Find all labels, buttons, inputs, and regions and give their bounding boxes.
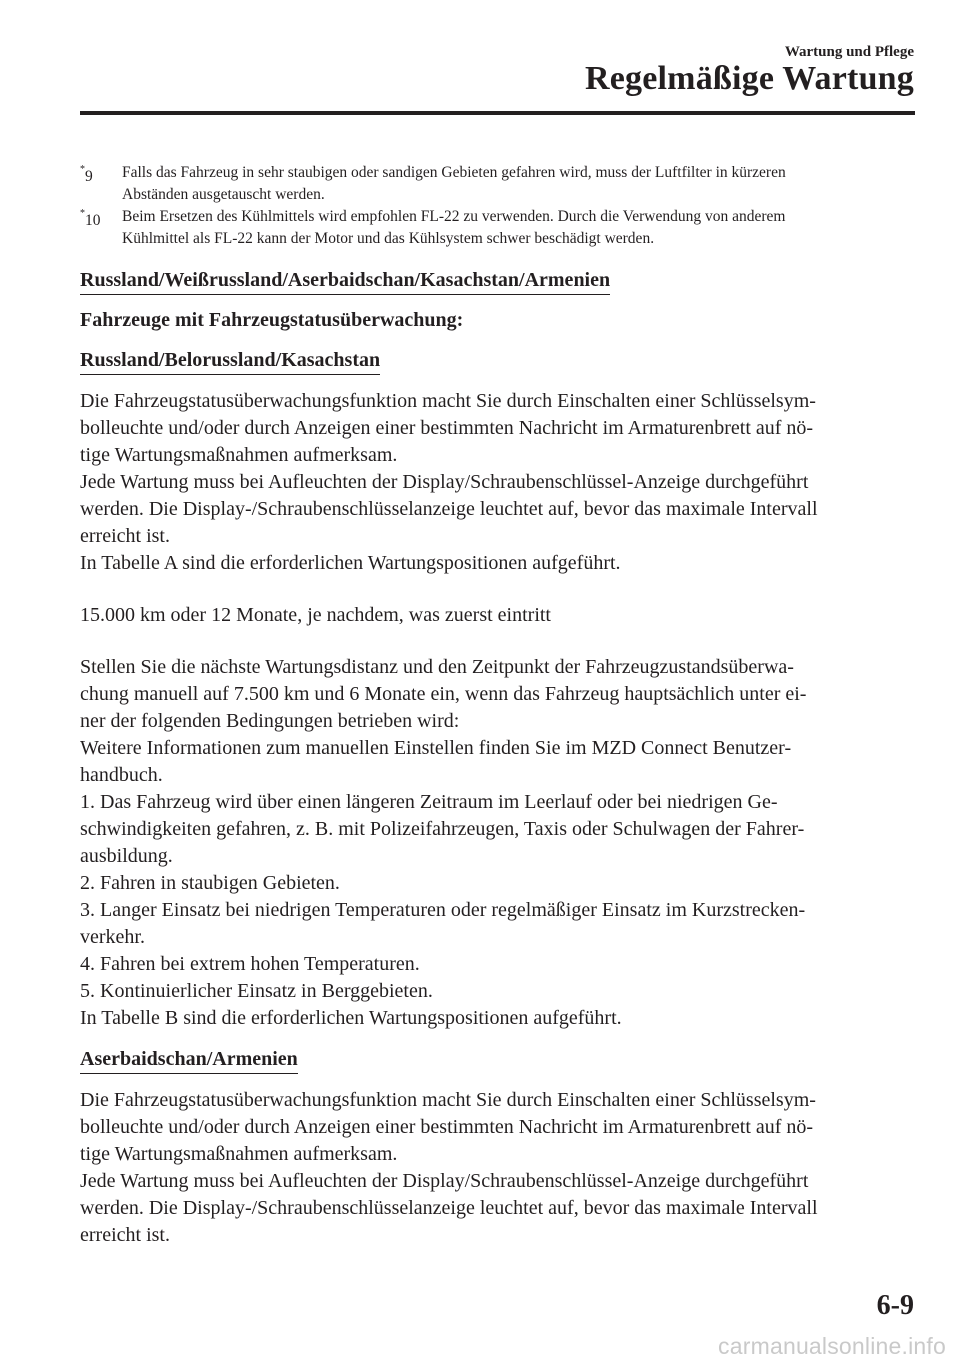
watermark: carmanualsonline.info	[718, 1333, 946, 1359]
footnote-mark: *	[80, 164, 85, 175]
region1-paragraph-1	[80, 388, 915, 577]
page-title: Regelmäßige Wartung	[585, 60, 914, 97]
footnote-number: *10	[80, 208, 101, 230]
region2-paragraph-1	[80, 1087, 915, 1249]
footnote-line: Abständen ausgetauscht werden.	[122, 186, 325, 203]
text-line: Die Fahrzeugstatusüberwachungsfunktion macht Sie durch Einschalten einer Schlüsselsym-	[80, 1089, 816, 1111]
footnote-line: Beim Ersetzen des Kühlmittels wird empfohlen FL-22 zu verwenden. Durch die Verwendung von anderem	[122, 208, 786, 225]
header-rule	[80, 111, 915, 115]
text-line: verkehr.	[80, 926, 145, 948]
text-line: handbuch.	[80, 764, 163, 786]
text-line: Jede Wartung muss bei Aufleuchten der Display/Schraubenschlüssel-Anzeige durchgeführt	[80, 471, 809, 493]
text-line: bolleuchte und/oder durch Anzeigen einer bestimmten Nachricht im Armaturenbrett auf nö-	[80, 1116, 814, 1138]
text-line: 5. Kontinuierlicher Einsatz in Berggebieten.	[80, 980, 433, 1002]
text-line: 4. Fahren bei extrem hohen Temperaturen.	[80, 953, 420, 975]
footnote-line: Kühlmittel als FL-22 kann der Motor und das Kühlsystem schwer beschädigt werden.	[122, 230, 655, 247]
text-line: 1. Das Fahrzeug wird über einen längeren Zeitraum im Leerlauf oder bei niedrigen Ge-	[80, 791, 778, 813]
text-line: ner der folgenden Bedingungen betrieben wird:	[80, 710, 460, 732]
subheading: Fahrzeuge mit Fahrzeugstatusüberwachung:	[80, 309, 464, 331]
text-line: werden. Die Display-/Schraubenschlüsselanzeige leuchtet auf, bevor das maximale Intervall	[80, 1197, 818, 1219]
text-line: chung manuell auf 7.500 km und 6 Monate ein, wenn das Fahrzeug hauptsächlich unter ei-	[80, 683, 807, 705]
text-line: Jede Wartung muss bei Aufleuchten der Display/Schraubenschlüssel-Anzeige durchgeführt	[80, 1170, 809, 1192]
text-line: tige Wartungsmaßnahmen aufmerksam.	[80, 444, 398, 466]
section-title: Russland/Weißrussland/Aserbaidschan/Kasachstan/Armenien	[80, 267, 610, 295]
text-line: 2. Fahren in staubigen Gebieten.	[80, 872, 340, 894]
footnote-number: *9	[80, 164, 93, 186]
page-number: 6-9	[876, 1290, 914, 1321]
text-line: ausbildung.	[80, 845, 173, 867]
text-line: In Tabelle A sind die erforderlichen Wartungspositionen aufgeführt.	[80, 552, 621, 574]
region1-paragraph-2	[80, 654, 915, 1032]
page-content	[80, 162, 915, 1249]
text-line: erreicht ist.	[80, 525, 170, 547]
footnote-mark: *	[80, 208, 85, 219]
text-line: 3. Langer Einsatz bei niedrigen Temperaturen oder regelmäßiger Einsatz im Kurzstrecken-	[80, 899, 806, 921]
footnote-line: Falls das Fahrzeug in sehr staubigen oder sandigen Gebieten gefahren wird, muss der Luftfilter in kürzeren	[122, 164, 786, 181]
text-line: Weitere Informationen zum manuellen Einstellen finden Sie im MZD Connect Benutzer-	[80, 737, 792, 759]
text-line: Stellen Sie die nächste Wartungsdistanz und den Zeitpunkt der Fahrzeugzustandsüberwa-	[80, 656, 794, 678]
header-section-label: Wartung und Pflege	[784, 44, 914, 60]
text-line: tige Wartungsmaßnahmen aufmerksam.	[80, 1143, 398, 1165]
region-title-aserbaidschan: Aserbaidschan/Armenien	[80, 1046, 298, 1074]
text-line: erreicht ist.	[80, 1224, 170, 1246]
text-line: In Tabelle B sind die erforderlichen Wartungspositionen aufgeführt.	[80, 1007, 622, 1029]
footnote	[80, 162, 915, 206]
text-line: schwindigkeiten gefahren, z. B. mit Polizeifahrzeugen, Taxis oder Schulwagen der Fahrer-	[80, 818, 805, 840]
footnote	[80, 206, 915, 250]
footnote-list	[80, 162, 915, 250]
text-line: Die Fahrzeugstatusüberwachungsfunktion macht Sie durch Einschalten einer Schlüsselsym-	[80, 390, 816, 412]
service-interval: 15.000 km oder 12 Monate, je nachdem, was zuerst eintritt	[80, 604, 551, 626]
text-line: bolleuchte und/oder durch Anzeigen einer bestimmten Nachricht im Armaturenbrett auf nö-	[80, 417, 814, 439]
text-line: werden. Die Display-/Schraubenschlüsselanzeige leuchtet auf, bevor das maximale Intervall	[80, 498, 818, 520]
region-title-russland: Russland/Belorussland/Kasachstan	[80, 347, 380, 375]
